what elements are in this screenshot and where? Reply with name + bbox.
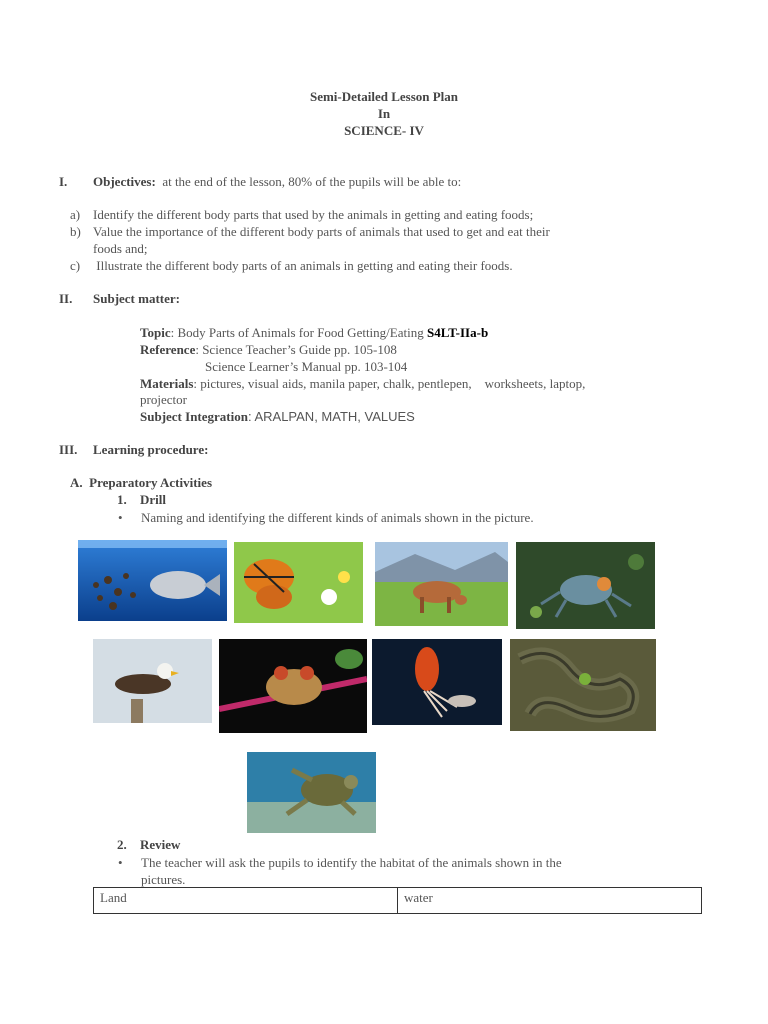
reference-line-2: Science Learner’s Manual pp. 103-104: [205, 359, 408, 374]
objective-c-text: Illustrate the different body parts of an animals in getting and eating their foods.: [93, 258, 513, 273]
topic-text: : Body Parts of Animals for Food Getting/Eating: [170, 325, 427, 340]
materials-text: : pictures, visual aids, manila paper, chalk, pentlepen, worksheets, laptop,: [193, 376, 586, 391]
habitat-col-water: water: [398, 888, 702, 914]
title-line-2: In: [377, 106, 391, 121]
review-bullet-text-continued: pictures.: [141, 872, 186, 887]
subject-heading: Subject matter:: [93, 291, 180, 306]
drill-heading: Drill: [140, 492, 166, 507]
procedure-heading: Learning procedure:: [93, 442, 209, 457]
reference-line: [140, 341, 397, 358]
cow-photo: [375, 542, 508, 626]
objectives-heading: [93, 173, 461, 190]
habitat-col-land: Land: [94, 888, 398, 914]
objective-b-text-continued: foods and;: [93, 241, 148, 256]
procedure-numeral: III.: [59, 442, 78, 457]
butterfly-photo: [234, 542, 363, 623]
topic-label: Topic: [140, 325, 171, 340]
objectives-intro: at the end of the lesson, 80% of the pupils will be able to:: [162, 174, 462, 189]
frog-photo: [219, 639, 367, 733]
drill-bullet-text: Naming and identifying the different kinds of animals shown in the picture.: [141, 510, 534, 525]
turtle-photo: [247, 752, 376, 833]
materials-line: [140, 375, 585, 392]
integration-text: : ARALPAN, MATH, VALUES: [247, 409, 415, 424]
objective-a-marker: a): [70, 207, 81, 222]
objectives-numeral: I.: [59, 174, 68, 189]
integration-label: Subject Integration: [140, 409, 248, 424]
materials-line-2: projector: [140, 392, 187, 407]
squid-photo: [372, 639, 502, 725]
subject-numeral: II.: [59, 291, 73, 306]
table-row: [94, 888, 702, 914]
snake-photo: [510, 639, 656, 731]
review-bullet-text: The teacher will ask the pupils to identify the habitat of the animals shown in the: [141, 855, 562, 870]
eagle-photo: [93, 639, 212, 723]
title-line-3: SCIENCE- IV: [344, 123, 424, 138]
topic-line: [140, 324, 488, 341]
integration-line: [140, 408, 415, 425]
reference-label: Reference: [140, 342, 196, 357]
review-bullet-icon: •: [118, 855, 123, 870]
objective-a-text: Identify the different body parts that used by the animals in getting and eating foods;: [93, 207, 534, 222]
topic-code: S4LT-IIa-b: [426, 325, 489, 340]
fish-photo: [78, 540, 227, 621]
drill-number: 1.: [117, 492, 127, 507]
crab-photo: [516, 542, 655, 629]
review-number: 2.: [117, 837, 127, 852]
materials-label: Materials: [140, 376, 194, 391]
title-line-1: Semi-Detailed Lesson Plan: [309, 89, 459, 104]
drill-bullet-icon: •: [118, 510, 123, 525]
objectives-label: Objectives:: [93, 174, 156, 189]
objective-b-text: Value the importance of the different body parts of animals that used to get and eat their: [93, 224, 550, 239]
reference-text: : Science Teacher’s Guide pp. 105-108: [195, 342, 397, 357]
objective-c-marker: c): [70, 258, 81, 273]
preparatory-heading: A. Preparatory Activities: [70, 475, 212, 490]
objective-b-marker: b): [70, 224, 81, 239]
habitat-table: [93, 887, 702, 914]
review-heading: Review: [140, 837, 181, 852]
